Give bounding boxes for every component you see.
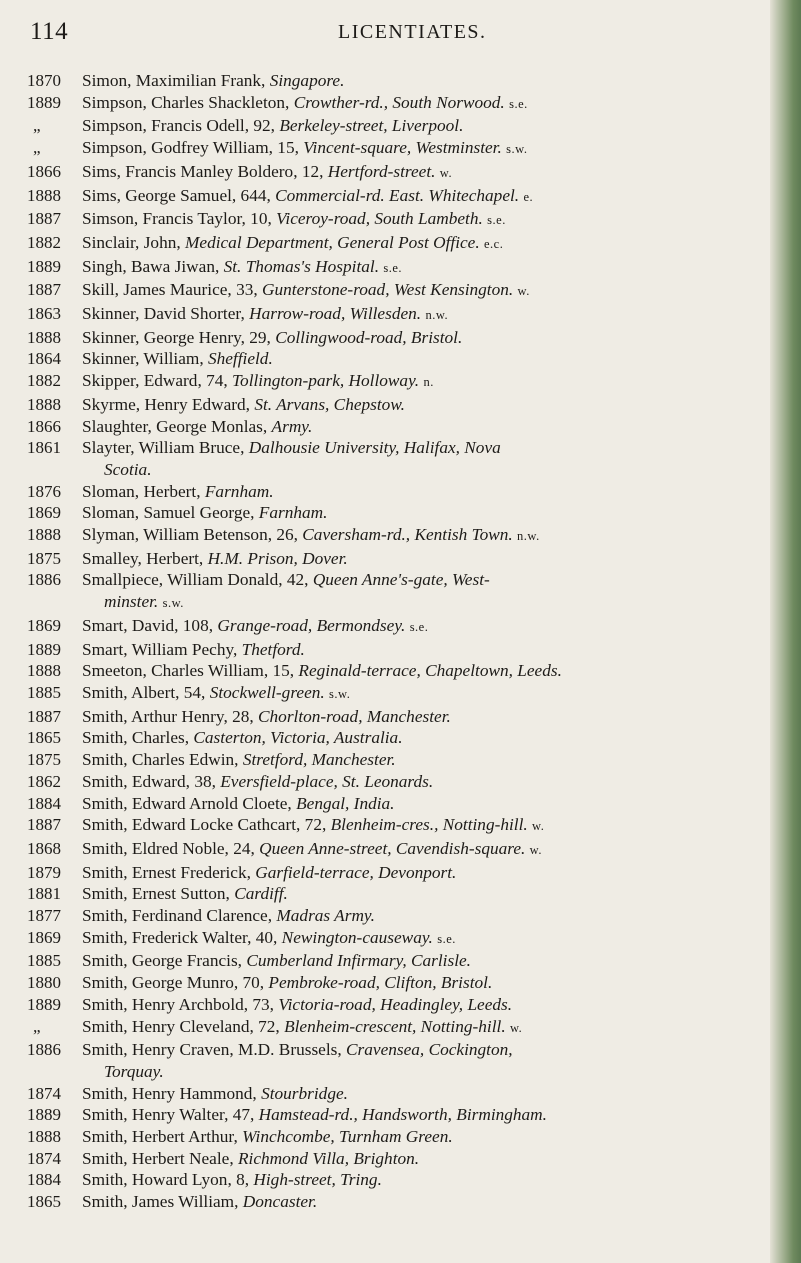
list-item: [0, 1083, 770, 1105]
list-item: [0, 706, 770, 728]
list-item: [0, 416, 770, 438]
entry-name: Smith, Henry Walter, 47,: [82, 1105, 255, 1125]
entry-address: Commercial-rd. East. Whitechapel.: [275, 185, 520, 205]
entry-name: Smith, Edward, 38,: [82, 771, 216, 791]
entry-year: 1874: [27, 1083, 61, 1103]
entry-name: Skipper, Edward, 74,: [82, 371, 228, 391]
entry-address: Bengal, India.: [296, 793, 395, 813]
entry-name: Skinner, George Henry, 29,: [82, 327, 271, 347]
entry-name: Smith, George Munro, 70,: [82, 973, 265, 993]
list-item: [0, 905, 770, 927]
entry-address: Newington-causeway.: [281, 927, 433, 947]
entry-address: Collingwood-road, Bristol.: [275, 327, 463, 347]
list-item: [0, 862, 770, 884]
list-item: [0, 1169, 770, 1191]
entry-year: 1889: [27, 639, 61, 659]
entry-address: Cumberland Infirmary, Carlisle.: [246, 951, 471, 971]
entry-year: 1886: [27, 1040, 61, 1060]
list-item: [0, 348, 770, 370]
entry-year: 1888: [27, 661, 61, 681]
list-item: [0, 137, 770, 161]
entry-year: 1887: [27, 706, 61, 726]
list-item: [0, 682, 770, 706]
entry-name: Smith, Henry Cleveland, 72,: [82, 1016, 280, 1036]
entry-year: 1863: [27, 304, 61, 324]
entry-district: n.: [423, 375, 434, 390]
entry-name: Skyrme, Henry Edward,: [82, 394, 250, 414]
entry-address: Harrow-road, Willesden.: [249, 304, 422, 324]
entry-year: 1884: [27, 1170, 61, 1190]
entry-district: s.e.: [487, 213, 506, 228]
list-item: [0, 1126, 770, 1148]
list-item: [0, 394, 770, 416]
list-item: [0, 927, 770, 951]
entry-name: Singh, Bawa Jiwan,: [82, 256, 220, 276]
entry-name: Smith, Edward Locke Cathcart, 72,: [82, 815, 327, 835]
entry-address: Queen Anne's-gate, West-: [312, 570, 490, 590]
entry-address: St. Arvans, Chepstow.: [254, 394, 405, 414]
entry-year: 1885: [27, 682, 61, 702]
entry-name: Smith, Henry Craven, M.D. Brussels,: [82, 1040, 342, 1060]
entry-year: 1877: [27, 906, 61, 926]
entry-address: Stourbridge.: [261, 1083, 348, 1103]
entry-name: Simson, Francis Taylor, 10,: [82, 209, 272, 229]
entry-year: 1866: [27, 416, 61, 436]
entry-year: 1875: [27, 548, 61, 568]
entry-district: s.e.: [409, 619, 429, 634]
list-item: [0, 92, 770, 116]
entry-address: Crowther-rd., South Norwood.: [293, 92, 505, 112]
entry-address: Thetford.: [241, 639, 305, 659]
entry-name: Simpson, Francis Odell, 92,: [82, 116, 275, 136]
entry-address: Dalhousie University, Halifax, Nova: [248, 438, 501, 458]
list-item: [0, 814, 770, 838]
entry-name: Slayter, William Bruce,: [82, 438, 245, 458]
entry-district: w.: [529, 842, 542, 857]
entry-name: Sinclair, John,: [82, 232, 181, 252]
list-item: [0, 994, 770, 1016]
entry-address: Richmond Villa, Brighton.: [237, 1148, 420, 1168]
entry-year: 1866: [27, 161, 61, 181]
entry-name: Smith, Eldred Noble, 24,: [82, 838, 255, 858]
list-item: [0, 727, 770, 749]
entry-district: s.e.: [509, 96, 528, 111]
entry-district: e.c.: [484, 236, 504, 251]
list-item: [0, 548, 770, 570]
entry-address-continued: Scotia.: [104, 459, 152, 479]
entry-district: s.w.: [506, 142, 528, 157]
entry-address: Viceroy-road, South Lambeth.: [276, 209, 483, 229]
entry-year: 1879: [27, 862, 61, 882]
list-item: [0, 1191, 770, 1213]
entry-name: Smith, James William,: [82, 1192, 239, 1212]
entry-address-continued: Torquay.: [104, 1061, 164, 1081]
entry-name: Smith, Ernest Sutton,: [82, 884, 230, 904]
list-item: [0, 208, 770, 232]
entry-district: e.: [523, 189, 534, 204]
entry-district: n.w.: [425, 308, 449, 323]
entry-name: Smith, George Francis,: [82, 951, 242, 971]
entry-name: Smart, William Pechy,: [82, 639, 238, 659]
list-item: [0, 161, 770, 185]
entry-year: 1882: [27, 232, 61, 252]
entry-address: Grange-road, Bermondsey.: [217, 615, 406, 635]
entry-name: Smith, Howard Lyon, 8,: [82, 1170, 250, 1190]
entry-year: 1889: [27, 994, 61, 1014]
entry-name: Smith, Frederick Walter, 40,: [82, 927, 278, 947]
entry-name: Skinner, David Shorter,: [82, 304, 245, 324]
entry-year: 1864: [27, 349, 61, 369]
entry-address: Army.: [271, 416, 313, 436]
entry-year: „: [33, 138, 41, 158]
entry-name: Smart, David, 108,: [82, 615, 214, 635]
list-item: [0, 883, 770, 905]
entry-name: Sims, Francis Manley Boldero, 12,: [82, 161, 324, 181]
entry-year: 1888: [27, 394, 61, 414]
entry-address: Victoria-road, Headingley, Leeds.: [278, 994, 513, 1014]
entry-year: 1880: [27, 973, 61, 993]
entry-name: Smith, Herbert Arthur,: [82, 1127, 238, 1147]
list-item: [0, 1148, 770, 1170]
entry-address: Hertford-street.: [327, 161, 436, 181]
entry-address: Winchcombe, Turnham Green.: [242, 1127, 453, 1147]
entry-year: 1870: [27, 71, 61, 90]
entry-address: St. Thomas's Hospital.: [223, 256, 380, 276]
entry-name: Slyman, William Betenson, 26,: [82, 525, 298, 545]
entry-year: 1882: [27, 371, 61, 391]
entry-year: 1869: [27, 615, 61, 635]
entry-year: 1887: [27, 209, 61, 229]
entry-address: Berkeley-street, Liverpool.: [279, 116, 464, 136]
entry-address: Farnham.: [258, 503, 328, 523]
entry-address: Eversfield-place, St. Leonards.: [220, 771, 434, 791]
entry-year: 1886: [27, 570, 61, 590]
entry-district: w.: [509, 1020, 523, 1035]
list-item: [0, 502, 770, 524]
entry-district: s.e.: [383, 260, 403, 275]
entry-address: H.M. Prison, Dover.: [207, 548, 348, 568]
list-item: [0, 115, 770, 137]
entry-year: 1875: [27, 750, 61, 770]
entry-address: Madras Army.: [276, 906, 375, 926]
entry-year: „: [33, 1016, 41, 1036]
entry-address: Queen Anne-street, Cavendish-square.: [259, 838, 526, 858]
entry-district: s.w.: [329, 686, 351, 701]
entry-district: w.: [439, 165, 453, 180]
list-item: [0, 569, 770, 614]
entry-year: 1885: [27, 951, 61, 971]
licentiate-list: [0, 70, 770, 1213]
entry-address: Cardiff.: [234, 884, 288, 904]
entry-year: 1874: [27, 1148, 61, 1168]
list-item: [0, 185, 770, 209]
list-item: [0, 1104, 770, 1126]
entry-year: 1868: [27, 838, 61, 858]
entry-address: Caversham-rd., Kentish Town.: [302, 525, 513, 545]
list-item: [0, 793, 770, 815]
entry-address: Pembroke-road, Clifton, Bristol.: [268, 973, 493, 993]
list-item: [0, 615, 770, 639]
entry-district: n.w.: [517, 529, 540, 544]
list-item: [0, 660, 770, 682]
entry-year: 1887: [27, 280, 61, 300]
entry-name: Smith, Arthur Henry, 28,: [82, 706, 254, 726]
list-item: [0, 437, 770, 480]
list-item: [0, 303, 770, 327]
list-item: [0, 327, 770, 349]
entry-name: Sloman, Samuel George,: [82, 503, 255, 523]
entry-name: Smith, Edward Arnold Cloete,: [82, 793, 292, 813]
list-item: [0, 749, 770, 771]
entry-name: Simpson, Godfrey William, 15,: [82, 138, 299, 158]
entry-year: 1865: [27, 1192, 61, 1212]
entry-address: Garfield-terrace, Devonport.: [255, 862, 457, 882]
list-item: [0, 370, 770, 394]
entry-address: Chorlton-road, Manchester.: [258, 706, 451, 726]
entry-address: High-street, Tring.: [253, 1170, 382, 1190]
entry-name: Smith, Ernest Frederick,: [82, 862, 251, 882]
page-header: [0, 18, 770, 48]
entry-year: 1876: [27, 481, 61, 501]
entry-year: 1888: [27, 525, 61, 545]
entry-name: Skill, James Maurice, 33,: [82, 280, 258, 300]
entry-year: 1884: [27, 793, 61, 813]
entry-year: 1887: [27, 815, 61, 835]
entry-name: Sloman, Herbert,: [82, 481, 201, 501]
entry-address: Stockwell-green.: [209, 682, 325, 702]
list-item: [0, 481, 770, 503]
entry-address: Blenheim-cres., Notting-hill.: [330, 815, 528, 835]
list-item: [0, 279, 770, 303]
entry-name: Smith, Charles Edwin,: [82, 750, 239, 770]
entry-year: 1888: [27, 185, 61, 205]
entry-address: Hamstead-rd., Handsworth, Birmingham.: [258, 1105, 547, 1125]
page-edge-shadow: [770, 0, 801, 1263]
entry-year: 1881: [27, 884, 61, 904]
entry-name: Skinner, William,: [82, 349, 204, 369]
entry-name: Smith, Henry Hammond,: [82, 1083, 257, 1103]
entry-address-continued: minster.: [104, 592, 159, 612]
entry-address: Singapore.: [269, 71, 345, 90]
entry-district: w.: [532, 819, 545, 834]
entry-name: Smalley, Herbert,: [82, 548, 204, 568]
entry-address: Cravensea, Cockington,: [346, 1040, 513, 1060]
entry-district: s.w.: [162, 596, 184, 611]
entry-year: 1888: [27, 1127, 61, 1147]
list-item: [0, 232, 770, 256]
entry-name: Smith, Herbert Neale,: [82, 1148, 234, 1168]
list-item: [0, 1016, 770, 1040]
entry-address: Tollington-park, Holloway.: [232, 371, 420, 391]
entry-year: 1889: [27, 256, 61, 276]
entry-address: Farnham.: [204, 481, 274, 501]
entry-name: Smith, Ferdinand Clarence,: [82, 906, 273, 926]
entry-year: 1889: [27, 92, 61, 112]
entry-year: 1889: [27, 1105, 61, 1125]
entry-address: Blenheim-crescent, Notting-hill.: [284, 1016, 506, 1036]
entry-address: Medical Department, General Post Office.: [185, 232, 480, 252]
entry-address: Doncaster.: [242, 1192, 318, 1212]
entry-name: Smith, Albert, 54,: [82, 682, 206, 702]
entry-name: Smith, Henry Archbold, 73,: [82, 994, 275, 1014]
entry-address: Reginald-terrace, Chapeltown, Leeds.: [298, 661, 562, 681]
entry-name: Smallpiece, William Donald, 42,: [82, 570, 309, 590]
entry-name: Sims, George Samuel, 644,: [82, 185, 271, 205]
list-item: [0, 639, 770, 661]
entry-address: Casterton, Victoria, Australia.: [193, 728, 403, 748]
entry-address: Sheffield.: [207, 349, 273, 369]
entry-year: „: [33, 116, 41, 136]
entry-year: 1869: [27, 503, 61, 523]
list-item: [0, 524, 770, 548]
entry-address: Stretford, Manchester.: [242, 750, 396, 770]
list-item: [0, 771, 770, 793]
entry-year: 1869: [27, 927, 61, 947]
entry-name: Simon, Maximilian Frank,: [82, 71, 266, 90]
entry-district: w.: [517, 284, 530, 299]
entry-address: Vincent-square, Westminster.: [303, 138, 502, 158]
entry-year: 1888: [27, 327, 61, 347]
list-item: [0, 70, 770, 92]
entry-district: s.e.: [437, 931, 456, 946]
entry-year: 1861: [27, 438, 61, 458]
entry-year: 1865: [27, 728, 61, 748]
entry-address: Gunterstone-road, West Kensington.: [262, 280, 514, 300]
entry-name: Slaughter, George Monlas,: [82, 416, 268, 436]
entry-name: Simpson, Charles Shackleton,: [82, 92, 290, 112]
page-number: 114: [30, 18, 69, 45]
list-item: [0, 256, 770, 280]
entry-year: 1862: [27, 771, 61, 791]
entry-name: Smeeton, Charles William, 15,: [82, 661, 295, 681]
list-item: [0, 1039, 770, 1082]
running-head: LICENTIATES.: [338, 21, 487, 43]
list-item: [0, 950, 770, 972]
list-item: [0, 838, 770, 862]
entry-name: Smith, Charles,: [82, 728, 190, 748]
list-item: [0, 972, 770, 994]
